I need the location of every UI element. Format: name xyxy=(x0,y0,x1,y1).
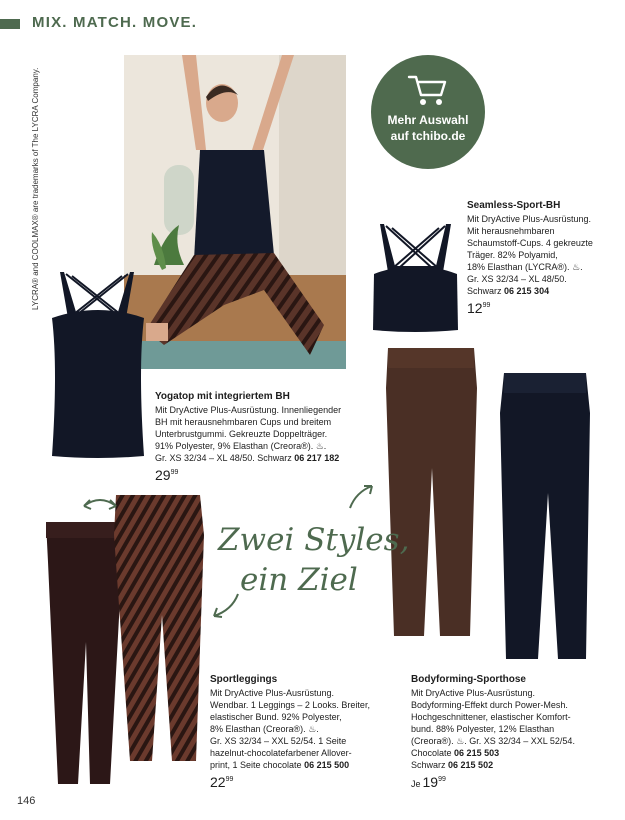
price-cents: 99 xyxy=(438,776,446,783)
product-desc-line: BH mit herausnehmbaren Cups und breitem xyxy=(155,417,332,427)
price-main: 12 xyxy=(467,300,483,316)
product-desc-line: elastischer Bund. 92% Polyester, xyxy=(210,712,342,722)
product-desc-line: Träger. 82% Polyamid, xyxy=(467,250,558,260)
page-number: 146 xyxy=(17,795,36,807)
double-arrow-icon xyxy=(80,492,120,516)
article-code: 06 215 500 xyxy=(304,760,350,770)
color-text: print, 1 Seite chocolate xyxy=(210,760,302,770)
sport-bra-image xyxy=(372,222,459,334)
product-name: Seamless-Sport-BH xyxy=(467,200,561,211)
header-accent-bar xyxy=(0,19,20,29)
product-sportleggings xyxy=(210,674,405,788)
product-price xyxy=(467,300,617,314)
page-title: MIX. MATCH. MOVE. xyxy=(32,14,198,31)
product-price xyxy=(210,774,405,788)
arrow-down-left-icon xyxy=(210,590,242,620)
product-color-line xyxy=(467,285,617,297)
slogan-line-2: ein Ziel xyxy=(240,562,358,598)
price-cents: 99 xyxy=(482,302,491,309)
product-desc-line: (Creora®). ♨. Gr. XS 32/34 – XXL 52/54. xyxy=(411,736,575,746)
product-color-line xyxy=(411,747,616,759)
trademark-note: LYCRA® and COOLMAX® are trademarks of The LYCRA Company. xyxy=(31,67,40,310)
product-desc-line: 18% Elasthan (LYCRA®). ♨. xyxy=(467,262,583,272)
article-code: 06 217 182 xyxy=(294,453,340,463)
color-label: Schwarz xyxy=(411,760,446,770)
product-desc-line: Gr. XS 32/34 – XL 48/50. xyxy=(467,274,567,284)
product-desc-line: Schaumstoff-Cups. 4 gekreuzte xyxy=(467,238,593,248)
yoga-top-image xyxy=(46,268,150,460)
product-sporthose xyxy=(411,674,616,790)
product-desc-line: bund. 88% Polyester, 12% Elasthan xyxy=(411,724,555,734)
product-desc-line: Bodyforming-Effekt durch Power-Mesh. xyxy=(411,700,568,710)
product-name: Yogatop mit integriertem BH xyxy=(155,391,290,402)
product-desc-line: Mit DryActive Plus-Ausrüstung. xyxy=(411,688,536,698)
price-cents: 99 xyxy=(170,469,179,476)
color-label: Chocolate xyxy=(411,748,452,758)
article-code: 06 215 304 xyxy=(504,286,550,296)
product-color-line xyxy=(210,759,405,771)
color-label: Schwarz xyxy=(467,286,502,296)
more-selection-badge[interactable] xyxy=(371,55,485,169)
product-price xyxy=(411,774,616,790)
yoga-woman-illustration xyxy=(124,55,346,369)
product-desc-line: 91% Polyester, 9% Elasthan (Creora®). ♨. xyxy=(155,441,327,451)
product-color-line xyxy=(411,759,616,771)
product-color-line xyxy=(155,452,370,464)
article-code: 06 215 502 xyxy=(448,760,494,770)
product-price xyxy=(155,467,370,481)
slogan-line-1: Zwei Styles, xyxy=(218,522,410,558)
leggings-zebra-image xyxy=(110,495,206,765)
product-desc-line: Mit DryActive Plus-Ausrüstung. xyxy=(467,214,592,224)
sporthose-chocolate-image xyxy=(384,348,478,640)
arrow-up-right-icon xyxy=(346,482,376,512)
size-color: Gr. XS 32/34 – XL 48/50. Schwarz xyxy=(155,453,292,463)
product-yogatop xyxy=(155,391,370,481)
product-desc-line: Mit herausnehmbaren xyxy=(467,226,555,236)
badge-line-1: Mehr Auswahl xyxy=(387,113,469,127)
price-main: 22 xyxy=(210,774,226,790)
product-name: Sportleggings xyxy=(210,674,278,685)
sporthose-black-image xyxy=(498,373,592,663)
shopping-cart-icon xyxy=(407,73,449,107)
product-desc-line: Gr. XS 32/34 – XXL 52/54. 1 Seite xyxy=(210,736,347,746)
product-desc-line: 8% Elasthan (Creora®). ♨. xyxy=(210,724,319,734)
badge-line-2: auf tchibo.de xyxy=(390,129,466,143)
price-main: 19 xyxy=(422,774,439,790)
article-code: 06 215 503 xyxy=(454,748,500,758)
product-name: Bodyforming-Sporthose xyxy=(411,674,526,685)
product-desc-line: Mit DryActive Plus-Ausrüstung. xyxy=(210,688,335,698)
product-desc-line: Mit DryActive Plus-Ausrüstung. Innenliegender xyxy=(155,405,342,415)
product-desc-line: Hochgeschnittener, elastischer Komfort- xyxy=(411,712,571,722)
price-cents: 99 xyxy=(225,776,234,783)
price-main: 29 xyxy=(155,467,171,483)
price-prefix: Je xyxy=(411,779,421,789)
hero-photo xyxy=(124,55,346,369)
product-desc-line: hazelnut-chocolatefarbener Allover- xyxy=(210,748,352,758)
product-sport-bh xyxy=(467,200,617,314)
product-desc-line: Unterbrustgummi. Gekreuzte Doppelträger. xyxy=(155,429,328,439)
product-desc-line: Wendbar. 1 Leggings – 2 Looks. Breiter, xyxy=(210,700,370,710)
